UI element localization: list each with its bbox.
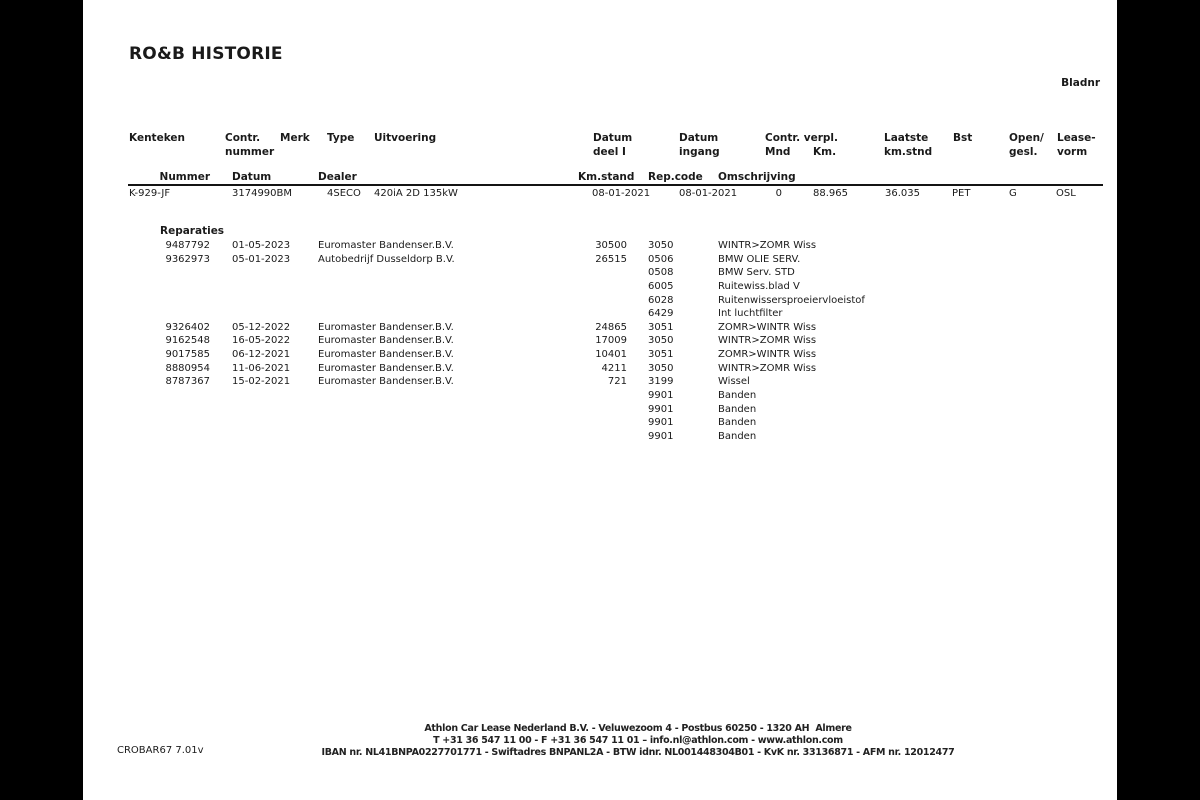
repair-kmstand: 30500 <box>595 240 627 251</box>
repair-kmstand: 10401 <box>595 349 627 361</box>
repair-datum: 05-01-2023 <box>232 253 291 265</box>
repair-datum: 06-12-2021 <box>232 349 291 361</box>
header-datum-ingang-line2: ingang <box>679 146 720 158</box>
repair-datum: 15-02-2021 <box>232 376 291 388</box>
repair-row <box>0 430 1200 444</box>
footer-registration-line: IBAN nr. NL41BNPA0227701771 - Swiftadres BNPANL2A - BTW idnr. NL001448304B01 - KvK nr. 33136871 - AFM nr. 12012477 <box>321 747 955 758</box>
repair-nummer: 8880954 <box>165 362 210 374</box>
footer-address-line: Athlon Car Lease Nederland B.V. - Veluwezoom 4 - Postbus 60250 - 1320 AH Almere <box>424 723 852 734</box>
repair-repcode: 3050 <box>648 240 674 251</box>
repair-dealer: Euromaster Bandenser.B.V. <box>318 362 454 374</box>
header-km: Km. <box>813 146 837 158</box>
repair-repcode: 0508 <box>648 267 674 279</box>
repair-omschrijving: Ruitenwissersproeiervloeistof <box>718 294 865 306</box>
header-omschrijving: Omschrijving <box>718 171 796 183</box>
header-datum-deel1-line1: Datum <box>593 132 633 144</box>
repair-dealer: Euromaster Bandenser.B.V. <box>318 321 454 333</box>
repair-omschrijving: Banden <box>718 430 757 442</box>
repair-repcode: 9901 <box>648 417 674 429</box>
vehicle-laatste-kmstand: 36.035 <box>885 188 920 199</box>
header-datum-deel1-line2: deel I <box>593 146 626 158</box>
repair-datum: 05-12-2022 <box>232 321 291 333</box>
header-laatste-kmstnd <box>884 131 932 159</box>
repair-datum: 11-06-2021 <box>232 362 291 374</box>
header-mnd: Mnd <box>765 146 791 158</box>
repair-omschrijving: Banden <box>718 417 757 429</box>
repair-repcode: 9901 <box>648 430 674 442</box>
header-contr-nummer <box>225 131 274 159</box>
repair-nummer: 9162548 <box>165 335 210 347</box>
vehicle-datum-deel1: 08-01-2021 <box>592 188 651 199</box>
repair-repcode: 9901 <box>648 403 674 415</box>
header-uitvoering: Uitvoering <box>374 132 437 144</box>
header-datum-deel1 <box>593 131 632 159</box>
header-open-line2: gesl. <box>1009 146 1038 158</box>
repair-omschrijving: ZOMR>WINTR Wiss <box>718 349 817 361</box>
bladnr-label: Bladnr <box>1061 77 1100 89</box>
repair-row <box>0 266 1200 280</box>
vehicle-bst: PET <box>952 188 971 199</box>
repair-omschrijving: WINTR>ZOMR Wiss <box>718 240 817 251</box>
header-kenteken: Kenteken <box>129 132 185 144</box>
repair-omschrijving: BMW OLIE SERV. <box>718 253 801 265</box>
repair-row <box>0 362 1200 376</box>
program-version: CROBAR67 7.01v <box>117 745 204 756</box>
repair-row <box>0 253 1200 267</box>
header-merk: Merk <box>280 132 310 144</box>
repair-repcode: 3199 <box>648 376 674 388</box>
header-datum-ingang-line1: Datum <box>679 132 719 144</box>
repair-omschrijving: Wissel <box>718 376 750 388</box>
repair-nummer: 9487792 <box>165 240 210 251</box>
repair-omschrijving: Banden <box>718 403 757 415</box>
repair-repcode: 3051 <box>648 349 674 361</box>
vehicle-uitvoering: 420iA 2D 135kW <box>374 188 458 199</box>
header-contr-verpl: Contr. verpl. <box>765 132 838 144</box>
repair-repcode: 3050 <box>648 335 674 347</box>
header-divider-line <box>128 184 1103 186</box>
repair-kmstand: 17009 <box>595 335 627 347</box>
header-datum: Datum <box>232 171 272 183</box>
repair-row <box>0 403 1200 417</box>
repair-omschrijving: Ruitewiss.blad V <box>718 280 800 292</box>
header-contr-line1: Contr. <box>225 132 261 144</box>
repair-row <box>0 294 1200 308</box>
repair-omschrijving: BMW Serv. STD <box>718 267 795 279</box>
header-open-gesl <box>1009 131 1044 159</box>
repair-omschrijving: WINTR>ZOMR Wiss <box>718 362 817 374</box>
vehicle-km: 88.965 <box>813 188 848 199</box>
header-repcode: Rep.code <box>648 171 703 183</box>
header-laatste-line2: km.stnd <box>884 146 933 158</box>
footer-contact-line: T +31 36 547 11 00 - F +31 36 547 11 01 – info.nl@athlon.com - www.athlon.com <box>433 735 843 746</box>
repair-dealer: Autobedrijf Dusseldorp B.V. <box>318 253 455 265</box>
header-datum-ingang <box>679 131 720 159</box>
page-title: RO&B HISTORIE <box>129 44 283 64</box>
vehicle-mnd: 0 <box>775 188 782 199</box>
vehicle-open-gesl: G <box>1009 188 1017 199</box>
repair-row <box>0 239 1200 253</box>
header-kmstand: Km.stand <box>578 171 635 183</box>
reparaties-rows <box>0 239 1200 444</box>
repair-repcode: 9901 <box>648 390 674 402</box>
vehicle-merk: 4SECO <box>327 188 361 199</box>
vehicle-datum-ingang: 08-01-2021 <box>679 188 738 199</box>
header-contr-line2: nummer <box>225 146 275 158</box>
header-lease-line1: Lease- <box>1057 132 1096 144</box>
repair-dealer: Euromaster Bandenser.B.V. <box>318 349 454 361</box>
repair-repcode: 3050 <box>648 362 674 374</box>
repair-omschrijving: ZOMR>WINTR Wiss <box>718 321 817 333</box>
repair-row <box>0 375 1200 389</box>
repair-datum: 16-05-2022 <box>232 335 291 347</box>
repair-omschrijving: WINTR>ZOMR Wiss <box>718 335 817 347</box>
repair-datum: 01-05-2023 <box>232 240 291 251</box>
header-open-line1: Open/ <box>1009 132 1044 144</box>
header-bst: Bst <box>953 132 973 144</box>
reparaties-section-label: Reparaties <box>160 225 225 237</box>
repair-row <box>0 389 1200 403</box>
vehicle-leasevorm: OSL <box>1056 188 1076 199</box>
repair-row <box>0 321 1200 335</box>
repair-omschrijving: Banden <box>718 390 757 402</box>
company-footer <box>238 723 1038 759</box>
header-dealer: Dealer <box>318 171 357 183</box>
repair-row <box>0 334 1200 348</box>
repair-repcode: 0506 <box>648 253 674 265</box>
repair-nummer: 9326402 <box>165 321 210 333</box>
repair-dealer: Euromaster Bandenser.B.V. <box>318 240 454 251</box>
repair-repcode: 6005 <box>648 280 674 292</box>
repair-kmstand: 24865 <box>595 321 627 333</box>
vehicle-kenteken: K-929-JF <box>129 188 171 199</box>
repair-omschrijving: Int luchtfilter <box>718 308 783 320</box>
repair-kmstand: 4211 <box>601 362 627 374</box>
repair-nummer: 9362973 <box>165 253 210 265</box>
header-laatste-line1: Laatste <box>884 132 929 144</box>
header-nummer: Nummer <box>159 171 210 183</box>
repair-dealer: Euromaster Bandenser.B.V. <box>318 376 454 388</box>
repair-kmstand: 26515 <box>595 253 627 265</box>
repair-repcode: 6028 <box>648 294 674 306</box>
repair-repcode: 3051 <box>648 321 674 333</box>
repair-row <box>0 348 1200 362</box>
repair-repcode: 6429 <box>648 308 674 320</box>
repair-kmstand: 721 <box>607 376 627 388</box>
header-leasevorm <box>1057 131 1096 159</box>
header-type: Type <box>327 132 355 144</box>
repair-row <box>0 280 1200 294</box>
repair-nummer: 9017585 <box>165 349 210 361</box>
repair-dealer: Euromaster Bandenser.B.V. <box>318 335 454 347</box>
repair-row <box>0 307 1200 321</box>
repair-row <box>0 416 1200 430</box>
header-lease-line2: vorm <box>1057 146 1088 158</box>
vehicle-contr-nummer: 3174990BM <box>232 188 293 199</box>
repair-nummer: 8787367 <box>165 376 210 388</box>
